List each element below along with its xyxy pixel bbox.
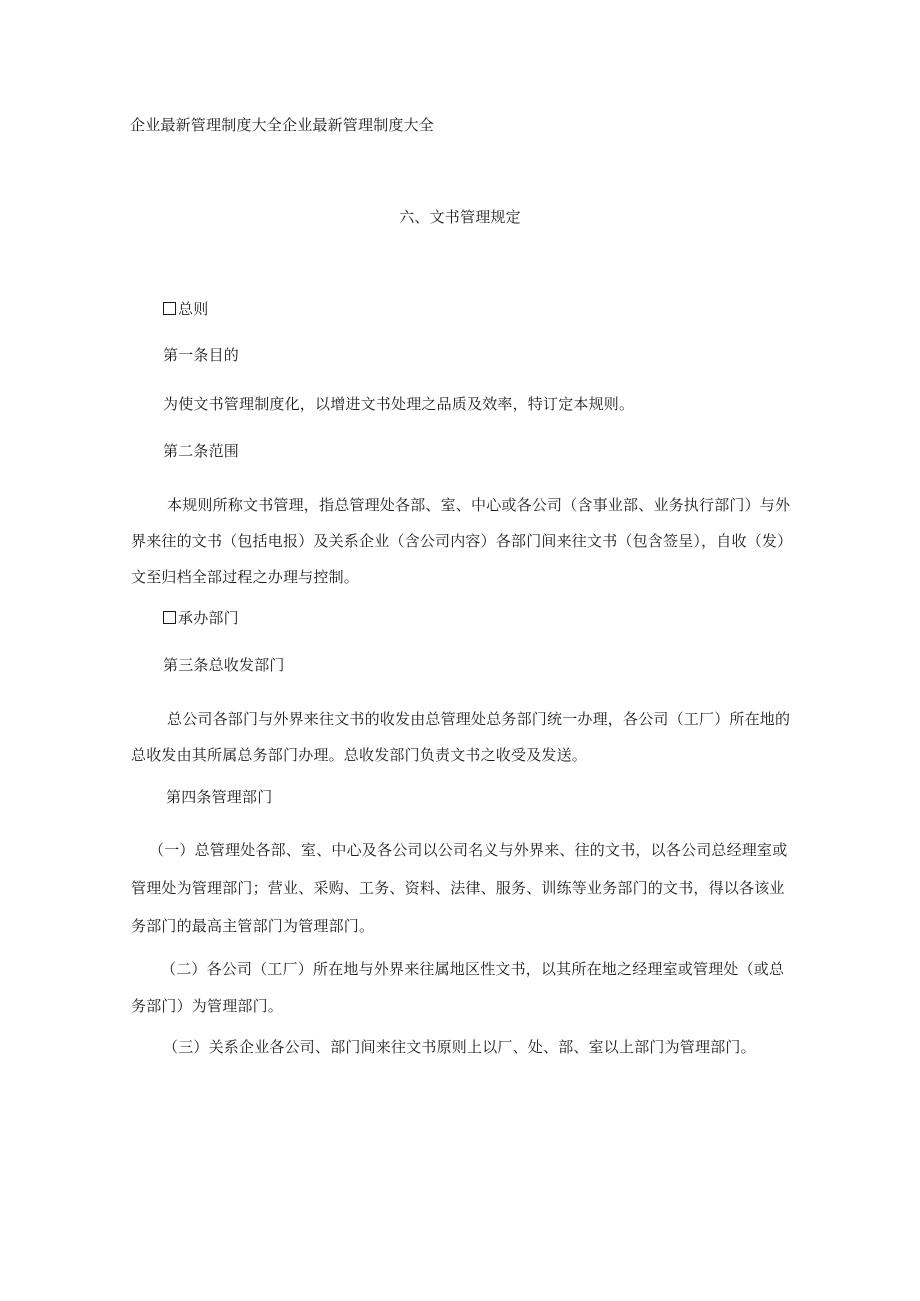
article3-heading: 第三条总收发部门 xyxy=(163,656,285,674)
section-heading-label: 承办部门 xyxy=(178,609,239,627)
article4-item1: （一）总管理处各部、室、中心及各公司以公司名义与外界来、往的文书，以各公司总经理室或管理处为管理部门；营业、采购、工务、资料、法律、服务、训练等业务部门的文书，得以各该业务部门的最高主管部门为管理部门。 xyxy=(131,841,788,935)
checkbox-square-icon xyxy=(163,611,176,624)
checkbox-square-icon xyxy=(163,302,176,315)
article4-heading: 第四条管理部门 xyxy=(166,788,273,806)
section-heading-handling xyxy=(163,608,239,628)
article1-heading: 第一条目的 xyxy=(163,346,240,364)
section-heading-label: 总则 xyxy=(178,300,209,318)
article3-paragraph: 总公司各部门与外界来往文书的收发由总管理处总务部门统一办理，各公司（工厂）所在地的总收发由其所属总务部门办理。总收发部门负责文书之收受及发送。 xyxy=(131,710,791,764)
article1-paragraph: 为使文书管理制度化，以增进文书处理之品质及效率，特订定本规则。 xyxy=(163,395,635,413)
document-header: 企业最新管理制度大全企业最新管理制度大全 xyxy=(130,116,435,134)
document-title: 六、文书管理规定 xyxy=(399,208,521,226)
article2-heading: 第二条范围 xyxy=(163,442,240,460)
article4-item2: （二）各公司（工厂）所在地与外界来往属地区性文书，以其所在地之经理室或管理处（或总务部门）为管理部门。 xyxy=(131,960,785,1015)
article2-paragraph: 本规则所称文书管理，指总管理处各部、室、中心或各公司（含事业部、业务执行部门）与外界来往的文书（包括电报）及关系企业（含公司内容）各部门间来往文书（包含签呈），自收（发）文至归档全部过程之办理与控制。 xyxy=(131,496,791,586)
section-heading-general xyxy=(163,299,208,319)
article4-item3: （三）关系企业各公司、部门间来往文书原则上以厂、处、部、室以上部门为管理部门。 xyxy=(163,1038,756,1056)
